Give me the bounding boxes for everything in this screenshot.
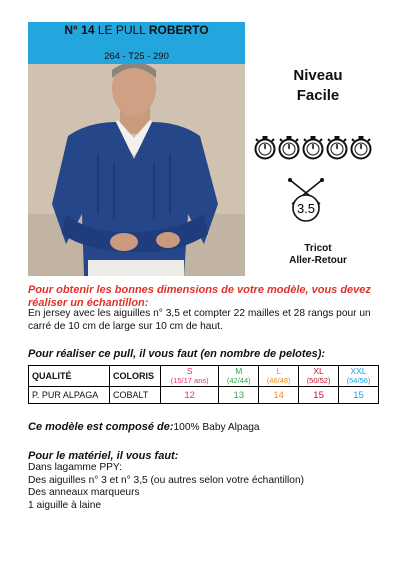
pattern-code: 264 - T25 - 290 [104, 51, 169, 62]
count-s: 12 [161, 387, 219, 404]
needle-size: 3.5 [296, 201, 316, 216]
count-xxl: 15 [339, 387, 379, 404]
pattern-number: N° 14 [64, 23, 95, 37]
size-m: M (42/44) [219, 366, 259, 387]
size-xxl: XXL (54/56) [339, 366, 379, 387]
gauge-heading-line1: Pour obtenir les bonnes dimensions de votre modèle, vous devez [28, 284, 371, 296]
composition-value: 100% Baby Alpaga [173, 422, 260, 433]
count-xl: 15 [299, 387, 339, 404]
composition-heading: Ce modèle est composé de: [28, 421, 174, 433]
technique-line2: Aller-Retour [289, 255, 347, 266]
stopwatch-icon [280, 136, 299, 159]
needle-size-badge [284, 178, 328, 226]
pattern-title-plain: LE PULL [97, 23, 146, 37]
list-item: Des aiguilles n° 3 et n° 3,5 (ou autres selon votre échantillon) [28, 474, 305, 486]
yarn-table [28, 365, 379, 404]
knitting-needles-icon [284, 178, 328, 226]
yarn-table-header [29, 366, 379, 387]
technique-line1: Tricot [304, 243, 332, 254]
list-item: Dans lagamme PPY: [28, 462, 122, 474]
difficulty-icons [252, 133, 392, 163]
stopwatch-icon [304, 136, 323, 159]
count-m: 13 [219, 387, 259, 404]
list-item: 1 aiguille à laine [28, 499, 102, 511]
col-quality: QUALITÉ [29, 366, 110, 387]
size-xl: XL (50/52) [299, 366, 339, 387]
gauge-text-line1: En jersey avec les aiguilles n° 3,5 et compter 22 mailles et 28 rangs pour un [28, 308, 371, 319]
col-colors: COLORIS [110, 366, 161, 387]
materials-heading: Pour le matériel, il vous faut: [28, 450, 179, 462]
list-item: Des anneaux marqueurs [28, 487, 140, 499]
gauge-heading-line2: réaliser un échantillon: [28, 296, 149, 309]
size-l: L (46/48) [259, 366, 299, 387]
difficulty-level [262, 66, 374, 106]
materials [28, 450, 398, 512]
pattern-title-bold: ROBERTO [148, 23, 209, 37]
title-banner [28, 22, 245, 39]
row-color: COBALT [110, 387, 161, 404]
level-value: Facile [296, 87, 340, 104]
model-illustration [28, 64, 245, 276]
stopwatch-icons [252, 133, 392, 163]
table-row [29, 387, 379, 404]
stopwatch-icon [352, 136, 371, 159]
row-quality: P. PUR ALPAGA [29, 387, 110, 404]
size-s: S (15/17 ans) [161, 366, 219, 387]
gauge-text-line2: carré de 10 cm de large sur 10 cm de haut. [28, 320, 223, 332]
yarn-heading: Pour réaliser ce pull, il vous faut (en nombre de pelotes): [28, 348, 326, 360]
stopwatch-icon [328, 136, 347, 159]
model-photo [28, 64, 245, 276]
gauge-heading [28, 284, 398, 309]
composition [28, 421, 260, 433]
stopwatch-icon [256, 136, 275, 159]
technique [262, 243, 374, 267]
gauge-text [28, 308, 398, 333]
level-label: Niveau [293, 67, 343, 84]
count-l: 14 [259, 387, 299, 404]
